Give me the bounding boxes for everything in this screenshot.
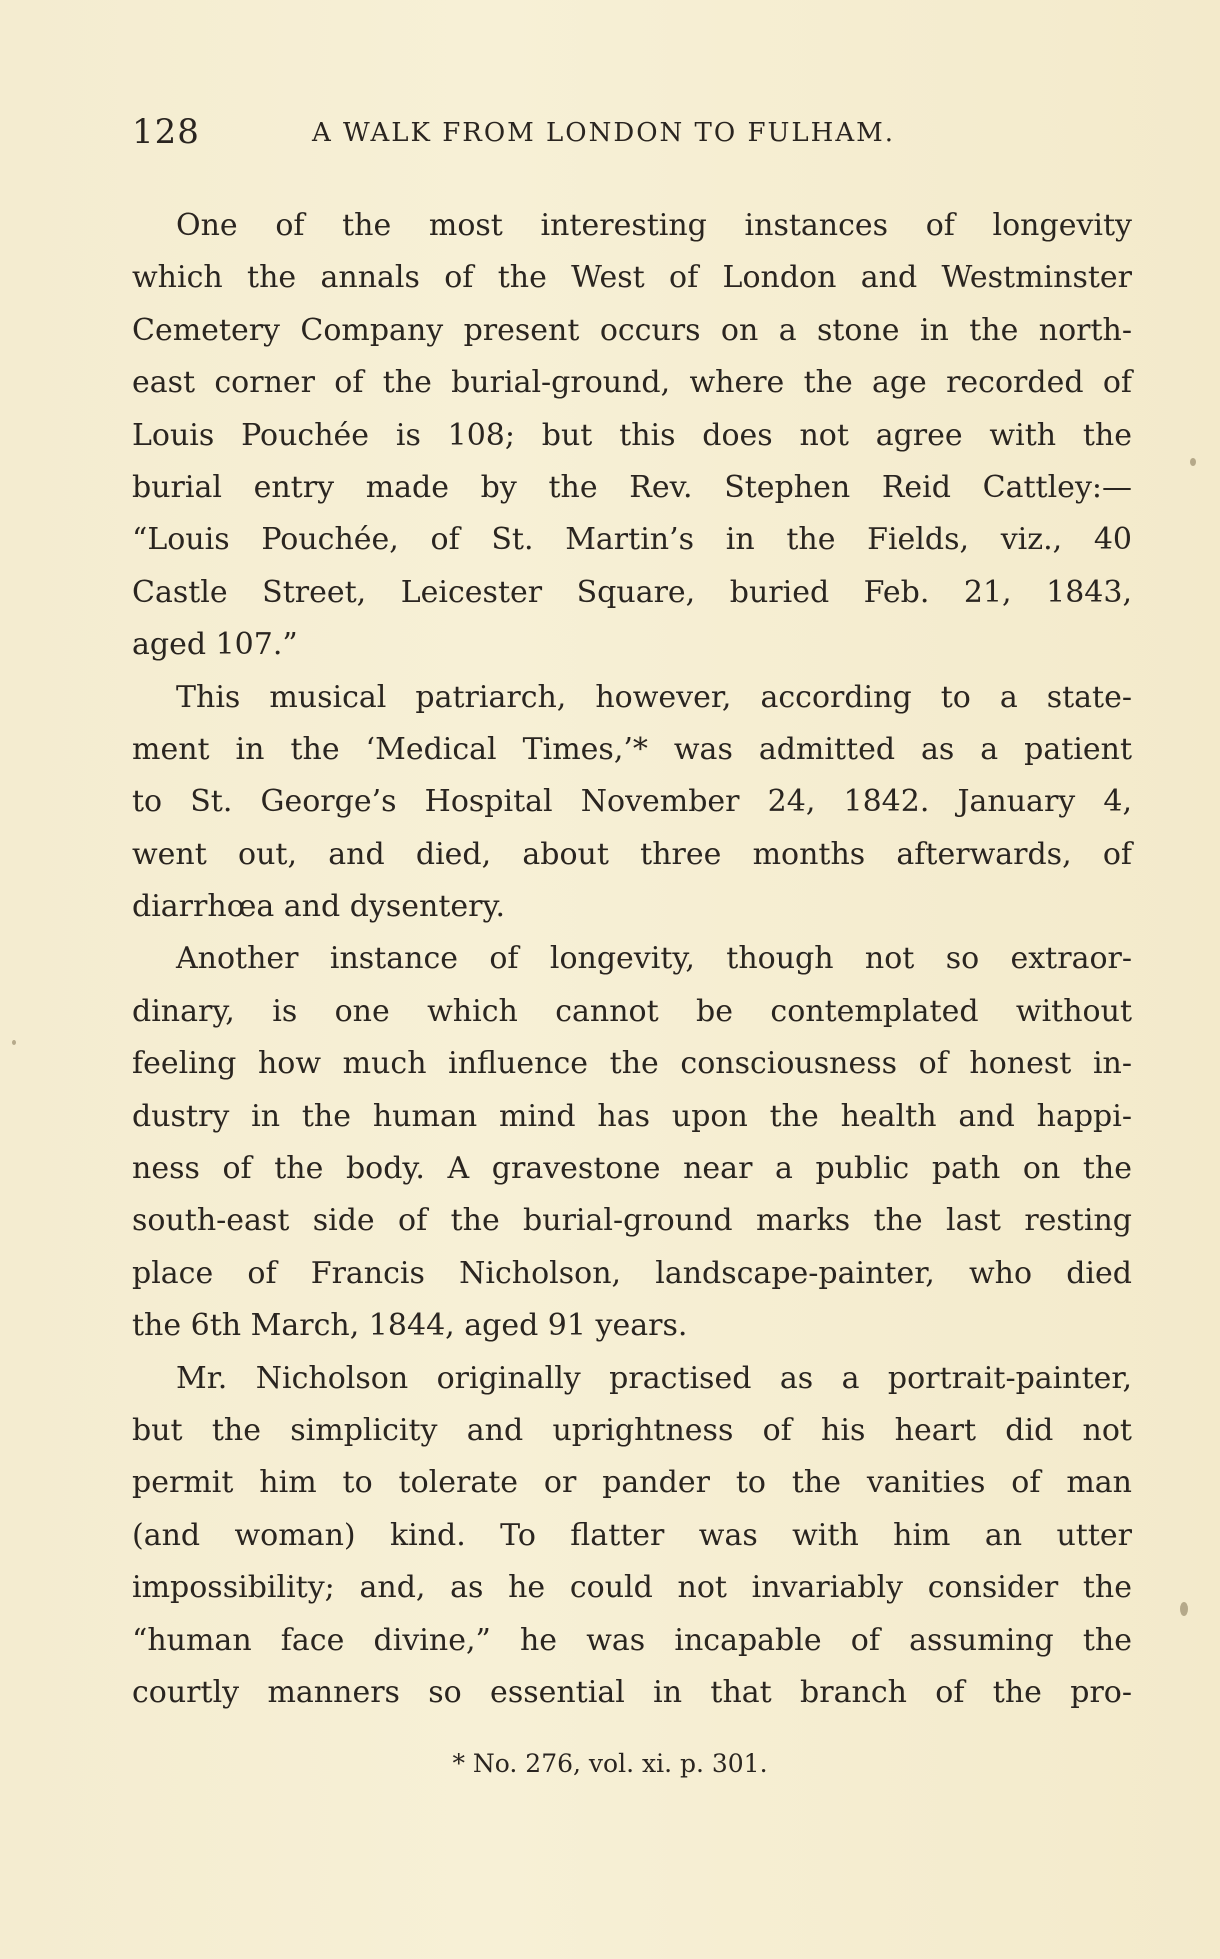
text-line: place of Francis Nicholson, landscape-painter, who died [132, 1255, 1132, 1291]
text-line: ment in the ‘Medical Times,’* was admitted as a patient [132, 731, 1132, 767]
text-line: permit him to tolerate or pander to the vanities of man [132, 1465, 1132, 1501]
text-line: Louis Pouchée is 108; but this does not agree with the [132, 417, 1132, 453]
text-line: “human face divine,” he was incapable of assuming the [132, 1622, 1132, 1658]
text-line: One of the most interesting instances of longevity [176, 208, 1132, 243]
page-header [132, 112, 1132, 162]
text-line: Another instance of longevity, though not so extraor- [176, 941, 1132, 977]
text-line: courtly manners so essential in that branch of the pro- [132, 1674, 1132, 1710]
text-line: feeling how much influence the consciousness of honest in- [132, 1046, 1132, 1082]
text-line: ness of the body. A gravestone near a public path on the [132, 1151, 1132, 1187]
text-line: the 6th March, 1844, aged 91 years. [132, 1308, 688, 1344]
paper-speck [1190, 458, 1196, 466]
footnote: * No. 276, vol. xi. p. 301. [452, 1749, 768, 1778]
text-line: This musical patriarch, however, according to a state- [176, 679, 1132, 715]
text-line: which the annals of the West of London and Westminster [132, 260, 1132, 296]
text-line: east corner of the burial-ground, where the age recorded of [132, 365, 1132, 401]
text-line: south-east side of the burial-ground marks the last resting [132, 1203, 1132, 1239]
paper-speck [1180, 1602, 1188, 1616]
body-text [132, 200, 1132, 1719]
text-line: aged 107.” [132, 627, 298, 663]
text-line: “Louis Pouchée, of St. Martin’s in the Fields, viz., 40 [132, 522, 1132, 558]
text-line: dinary, is one which cannot be contemplated without [132, 993, 1132, 1029]
page-number: 128 [132, 112, 200, 152]
text-line: (and woman) kind. To flatter was with him an utter [132, 1517, 1132, 1553]
text-line: Castle Street, Leicester Square, buried Feb. 21, 1843, [132, 574, 1132, 610]
text-line: went out, and died, about three months afterwards, of [132, 836, 1132, 872]
text-line: burial entry made by the Rev. Stephen Reid Cattley:— [132, 469, 1132, 505]
text-line: diarrhœa and dysentery. [132, 889, 505, 925]
text-line: to St. George’s Hospital November 24, 1842. January 4, [132, 784, 1132, 820]
running-head: A WALK FROM LONDON TO FULHAM. [312, 118, 896, 148]
paper-speck [12, 1040, 16, 1045]
text-line: Mr. Nicholson originally practised as a portrait-painter, [176, 1360, 1132, 1396]
text-line: impossibility; and, as he could not invariably consider the [132, 1570, 1132, 1606]
text-line: Cemetery Company present occurs on a stone in the north- [132, 312, 1132, 348]
text-line: but the simplicity and uprightness of his heart did not [132, 1412, 1132, 1448]
text-line: dustry in the human mind has upon the health and happi- [132, 1098, 1132, 1134]
